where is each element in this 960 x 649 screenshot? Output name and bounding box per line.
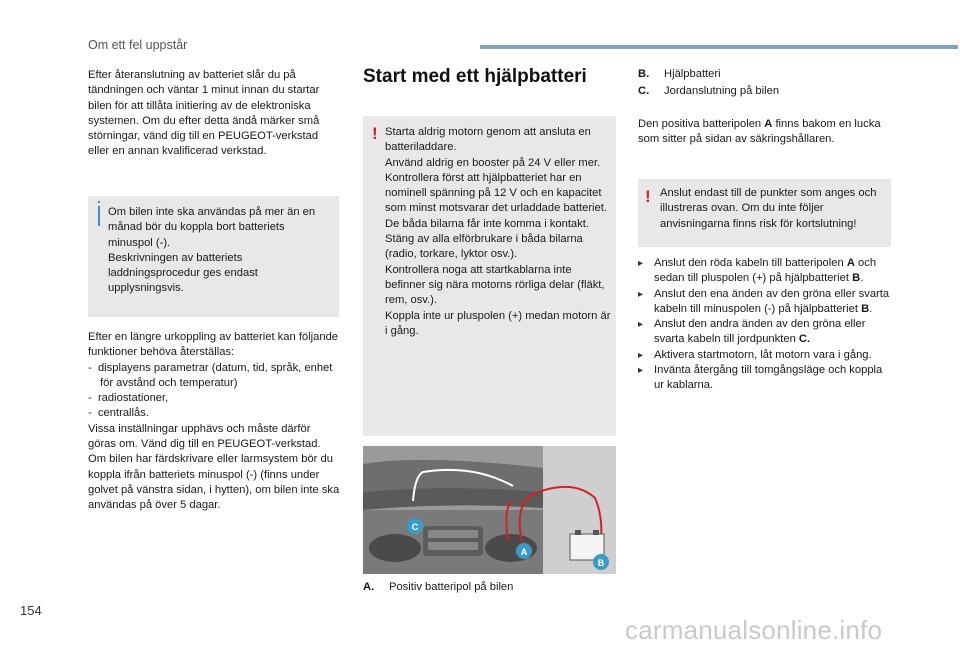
- list-item: ▸ Invänta återgång till tomgångsläge och koppla ur kablarna.: [638, 364, 883, 392]
- warning-icon: !: [645, 187, 651, 206]
- jump-start-figure: [363, 446, 616, 574]
- warning-line: Koppla inte ur pluspolen (+) medan motorn är i gång.: [385, 309, 611, 337]
- section-title: Start med ett hjälpbatteri: [363, 66, 587, 87]
- arrow-icon: ▸: [638, 258, 644, 269]
- list-item: - displayens parametrar (datum, tid, språk, enhet för avstånd och temperatur): [88, 361, 333, 389]
- steps: [638, 256, 893, 394]
- warning-line: De båda bilarna får inte komma i kontakt.: [385, 217, 589, 230]
- legend-item-b: B. Hjälpbatteri: [638, 68, 721, 80]
- engine-bay-illustration: [363, 446, 616, 574]
- right-paragraph: [638, 117, 893, 148]
- warning-line: Kontrollera först att hjälpbatteriet har en nominell spänning på 12 V och en kapacitet som minst motsvarar det urladdade batteriet.: [385, 171, 607, 215]
- warning-line: Starta aldrig motorn genom att ansluta en batteriladdare.: [385, 126, 591, 154]
- battery-location-text: Den positiva batteripolen A finns bakom en lucka som sitter på sidan av säkringshållaren.: [638, 118, 881, 146]
- left-column: [88, 68, 338, 160]
- list-item: ▸ Anslut den röda kabeln till batteripolen A och sedan till pluspolen (+) på hjälpbatteriet B.: [638, 257, 877, 285]
- running-header: Om ett fel uppstår: [88, 38, 188, 52]
- marker-a-label: A: [520, 547, 528, 557]
- arrow-icon: ▸: [638, 288, 644, 300]
- right-legend: [638, 67, 893, 100]
- figure-caption: [363, 580, 616, 595]
- list-item: ▸ Anslut den andra änden av den gröna eller svarta kabeln till jordpunkten C.: [638, 318, 866, 346]
- marker-b-label: B: [597, 558, 605, 568]
- steps-list: [638, 256, 893, 394]
- intro-paragraph: Efter återanslutning av batteriet slår du på tändningen och väntar 1 minut innan du startar bilen för att tillåta initiering av de elektroniska systemen. Om du efter detta ändå märker små störningar, vänd dig till en PEUGEOT-verkstad eller en annan kvalificerad verkstad.: [88, 69, 320, 158]
- arrow-icon: ▸: [638, 349, 644, 361]
- warning-line: Kontrollera noga att startkablarna inte befinner sig nära motorns rörliga delar (fläkt, rem, osv.).: [385, 263, 605, 307]
- warning-box-main: [363, 116, 616, 436]
- closing-paragraph: Vissa inställningar upphävs och måste därför göras om. Vänd dig till en PEUGEOT-verkstad. Om bilen har färdskrivare eller larmsystem bör du koppla ifrån batteriets minuspol (-) (finns under golvet på vänstra sidan, i hytten), om bilen inte ska användas på över 5 dagar.: [88, 422, 340, 512]
- info-icon: [98, 206, 100, 226]
- warning-line: Använd aldrig en booster på 24 V eller mer.: [385, 156, 601, 169]
- reset-list: [88, 361, 340, 422]
- watermark: carmanualsonline.info: [625, 615, 883, 645]
- marker-c-label: C: [411, 522, 419, 532]
- arrow-icon: ▸: [638, 319, 644, 331]
- list-item: - centrallås.: [88, 407, 149, 420]
- info-box: [88, 196, 339, 317]
- list-item: ▸ Aktivera startmotorn, låt motorn vara i gång.: [638, 348, 893, 363]
- arrow-icon: ▸: [638, 365, 644, 377]
- page-number: 154: [20, 603, 42, 618]
- connect-warning-text: Anslut endast till de punkter som anges och illustreras ovan. Om du inte följer anvisningarna finns risk för kortslutning!: [660, 187, 877, 230]
- left-column-lower: [88, 330, 340, 514]
- header-rule: [480, 45, 958, 49]
- reset-intro: Efter en längre urkoppling av batteriet kan följande funktioner behöva återställas:: [88, 331, 339, 359]
- info-line-2: Beskrivningen av batteriets laddningsprocedur ges endast upplysningsvis.: [108, 251, 258, 295]
- list-item: - radiostationer,: [88, 392, 169, 405]
- caption-key: A.: [363, 581, 375, 593]
- info-line-1: Om bilen inte ska användas på mer än en månad bör du koppla bort batteriets minuspol (-).: [108, 206, 316, 249]
- list-item: ▸ Anslut den ena änden av den gröna eller svarta kabeln till minuspolen (-) på hjälpbatteriet B.: [638, 287, 890, 315]
- warning-icon: !: [372, 124, 378, 143]
- legend-item-c: C. Jordanslutning på bilen: [638, 85, 780, 98]
- warning-box-connect: [638, 179, 891, 247]
- warning-line: Stäng av alla elförbrukare i båda bilarna (radio, torkare, lyktor osv.).: [385, 233, 583, 261]
- caption-text: Positiv batteripol på bilen: [389, 581, 514, 593]
